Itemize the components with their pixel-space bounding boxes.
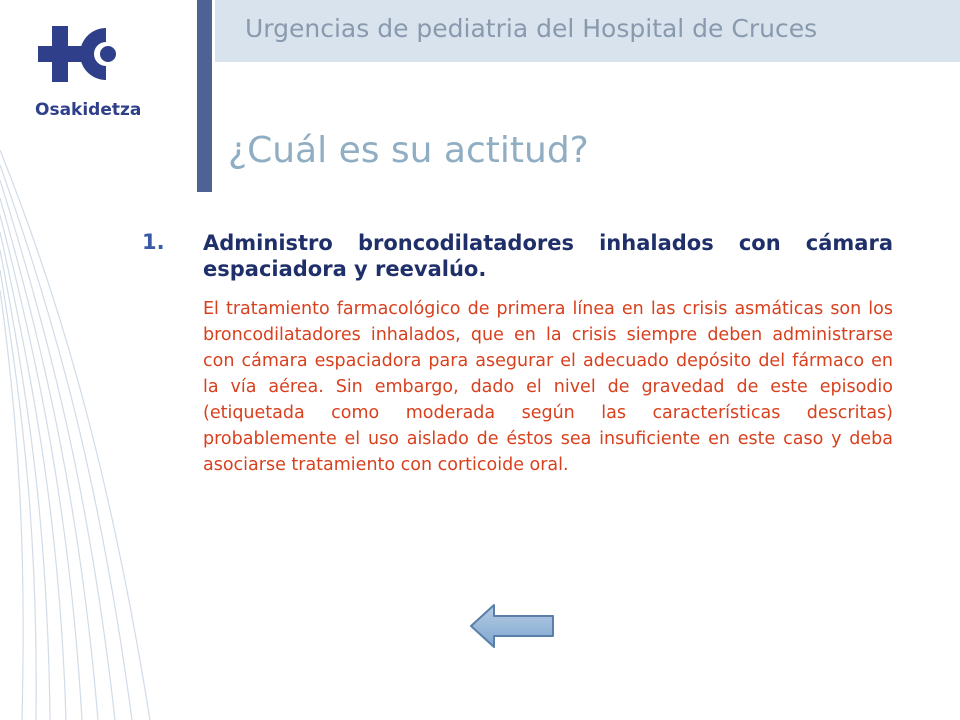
item-number: 1. xyxy=(142,230,165,254)
accent-bar xyxy=(197,0,212,192)
item-heading: Administro broncodilatadores inhalados con cámara espaciadora y reevalúo. xyxy=(203,231,893,281)
slide-title: ¿Cuál es su actitud? xyxy=(228,130,589,171)
item-body: El tratamiento farmacológico de primera línea en las crisis asmáticas son los broncodilatadores inhalados, que en la crisis siempre deben administrarse con cámara espaciadora para asegurar el adecuado depósito del fármaco en la vía aérea. Sin embargo, dado el nivel de gravedad de este episodio (etiquetada como moderada según las características descritas) probablemente el uso aislado de éstos sea insuficiente en este caso y deba asociarse tratamiento con corticoide oral. xyxy=(203,299,893,475)
left-arrow-icon[interactable] xyxy=(468,602,556,650)
brand-name: Osakidetza xyxy=(35,100,142,120)
header-title: Urgencias de pediatria del Hospital de Cruces xyxy=(245,14,818,43)
